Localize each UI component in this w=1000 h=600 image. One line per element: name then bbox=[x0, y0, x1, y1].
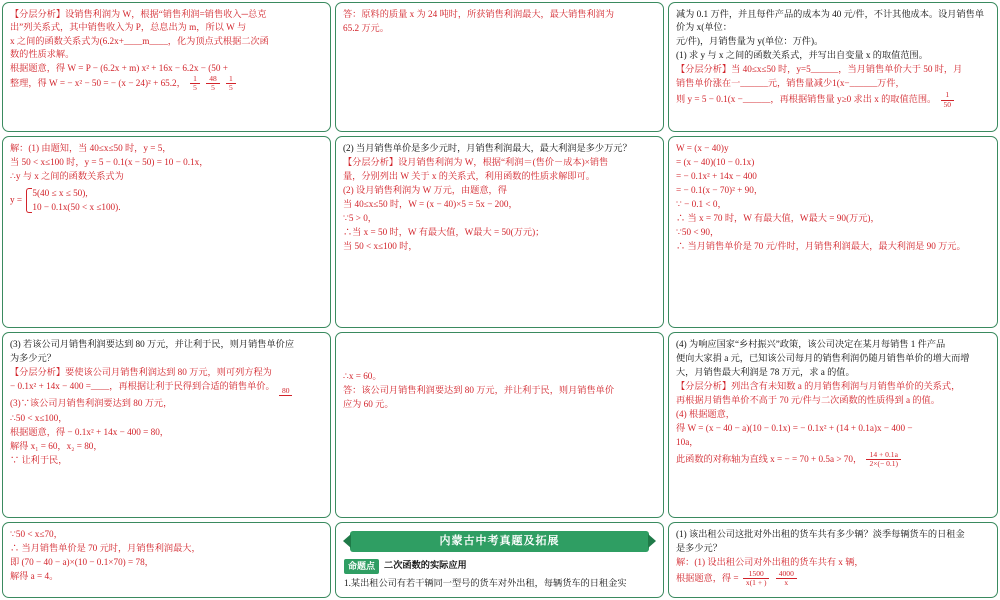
text-line: 1.某出租公司有若干辆同一型号的货车对外出租，每辆货车的日租金实 bbox=[344, 577, 627, 588]
text-line: (1) 求 y 与 x 之间的函数关系式，并写出自变量 x 的取值范围。 bbox=[676, 50, 928, 61]
equation-label: y = bbox=[10, 194, 23, 205]
exam-point-row bbox=[344, 559, 655, 574]
text-segment: 此函数的对称轴为直线 x = − = 70 + 0.5a > 70， bbox=[676, 453, 863, 464]
text-line: 解：(1) 设出租公司对外出租的货车共有 x 辆， bbox=[676, 557, 864, 568]
text-line: = − 0.1x² + 14x − 400 bbox=[676, 171, 757, 182]
text-line: 【分层分析】设月销售利润为 W，根据“利润＝(售价－成本)×销售 bbox=[343, 157, 609, 168]
text-line: (3)∵该公司月销售利润要达到 80 万元， bbox=[10, 398, 173, 409]
text-line: = − 0.1(x − 70)² + 90， bbox=[676, 185, 764, 196]
text-line: 当 50 < x≤100 时， bbox=[343, 241, 418, 252]
panel-r4c2 bbox=[335, 522, 664, 598]
text-line: ∴ 当月销售单价是 70 元/件时，月销售利润最大，最大利润是 90 万元。 bbox=[676, 241, 966, 252]
text-line: ∵ − 0.1 < 0， bbox=[676, 199, 727, 210]
text-line: 【分层分析】当 40≤x≤50 时，y=5______，当月销售单价大于 50 时，月 bbox=[676, 64, 963, 75]
fraction-48-5: $\frac{48}{5}$ bbox=[206, 75, 220, 92]
text-segment: 整理，得 W = − x² − 50 = − (x − 24)² + 65.2， bbox=[10, 78, 186, 89]
text-line: 销售单价涨在一______元，销售量减少1(x−______万件， bbox=[676, 78, 905, 89]
text-segment: 根据题意，得 = bbox=[676, 573, 739, 584]
text-line: 解：(1) 由题知，当 40≤x≤50 时，y = 5， bbox=[10, 143, 172, 153]
case-line: 5(40 ≤ x ≤ 50), bbox=[32, 188, 88, 199]
text-line: 量，分别列出 W 关于 x 的关系式，利用函数的性质求解即可。 bbox=[343, 171, 595, 182]
exam-point-text: 二次函数的实际应用 bbox=[384, 560, 467, 570]
panel-r3c3 bbox=[668, 332, 998, 518]
text-line: ∵50 < x≤70， bbox=[10, 529, 63, 539]
text-line: 数的性质求解。 bbox=[10, 49, 75, 60]
panel-r4c3 bbox=[668, 522, 998, 598]
text-line: 即 (70 − 40 − a)×(10 − 0.1×70) = 78， bbox=[10, 557, 154, 568]
text-line: (1) 该出租公司这批对外出租的货车共有多少辆？淡季每辆货车的日租金 bbox=[676, 529, 965, 539]
text-line: ∵ 让利于民， bbox=[10, 454, 68, 465]
text-line: 为多少元？ bbox=[10, 353, 56, 364]
exam-point-label: 命题点 bbox=[344, 559, 379, 574]
cases-brace bbox=[24, 187, 120, 214]
text-line-with-fraction bbox=[676, 570, 990, 587]
text-segment: − 0.1x² + 14x − 400 =____，再根据让利于民得到合适的销售单价。 bbox=[10, 381, 275, 392]
panel-r2c3 bbox=[668, 136, 998, 328]
text-line: ∴y 与 x 之间的函数关系式为 bbox=[10, 171, 124, 182]
fraction-80: 80 bbox=[279, 387, 293, 396]
text-line: 元/件)，月销售量为 y(单位：万件)。 bbox=[676, 36, 824, 47]
text-line: x 之间的函数关系式为(6.2x+____m____，化为顶点式根据二次函 bbox=[10, 35, 269, 46]
panel-r3c1 bbox=[2, 332, 331, 518]
case-line: 10 − 0.1x(50 < x ≤100). bbox=[32, 201, 121, 212]
text-line: 是多少元？ bbox=[676, 543, 722, 554]
text-line-with-fraction bbox=[676, 91, 990, 108]
text-line: 答：原料的质量 x 为 24 吨时，所获销售利润最大，最大销售利润为 bbox=[343, 9, 615, 19]
panel-r2c1 bbox=[2, 136, 331, 328]
text-line: (2) 设月销售利润为 W 万元，由题意，得 bbox=[343, 185, 507, 196]
text-line: 应为 60 元。 bbox=[343, 399, 394, 410]
panel-r1c3 bbox=[668, 2, 998, 132]
panel-r4c1 bbox=[2, 522, 331, 598]
text-line-with-fraction bbox=[676, 451, 990, 468]
text-line: ∴50 < x≤100， bbox=[10, 412, 68, 423]
text-line: 大，月销售最大利润是 78 万元，求 a 的值。 bbox=[676, 367, 855, 378]
text-line: 答：该公司月销售利润要达到 80 万元，并让利于民，则月销售单价 bbox=[343, 385, 615, 396]
text-line: ∴当 x = 50 时，W 有最大值，W最大 = 50(万元)； bbox=[343, 227, 545, 238]
fraction-one-fifth: $\frac{1}{5}$ bbox=[190, 75, 200, 92]
section-banner-title: 内蒙古中考真题及拓展 bbox=[439, 534, 560, 547]
text-line: ∵5 > 0， bbox=[343, 213, 377, 224]
text-line: 当 50 < x≤100 时，y = 5 − 0.1(x − 50) = 10 − 0.1x， bbox=[10, 157, 209, 168]
panel-r2c2 bbox=[335, 136, 664, 328]
text-line: (3) 若该公司月销售利润要达到 80 万元，并让利于民，则月销售单价应 bbox=[10, 339, 295, 349]
fraction-one-fifth-2: $\frac{1}{5}$ bbox=[226, 75, 236, 92]
fraction-4000-over-x: $\frac{4000}{x}$ bbox=[776, 570, 797, 587]
text-line: W = (x − 40)y bbox=[676, 143, 729, 153]
text-line-with-fraction bbox=[10, 75, 323, 92]
text-line: ∴ 当月销售单价是 70 元时，月销售利润最大， bbox=[10, 543, 201, 554]
section-banner bbox=[350, 531, 649, 552]
text-line: ∴x = 60。 bbox=[343, 371, 382, 381]
fraction-1500-over-x: $\frac{1500}{x(1 + )}$ bbox=[743, 570, 770, 587]
text-line: (2) 当月销售单价是多少元时，月销售利润最大，最大利润是多少万元？ bbox=[343, 143, 632, 153]
fraction-1-50: $\frac{1}{50}$ bbox=[941, 91, 955, 108]
panel-r1c2 bbox=[335, 2, 664, 132]
panel-r1c1 bbox=[2, 2, 331, 132]
text-line-with-fraction bbox=[10, 380, 323, 396]
text-line: 解得 x₁ = 60，x₂ = 80， bbox=[10, 440, 103, 451]
text-line: ∵50 < 90， bbox=[676, 227, 720, 238]
text-line: 根据题意，得 − 0.1x² + 14x − 400 = 80， bbox=[10, 426, 169, 437]
text-line: 再根据月销售单价不高于 70 元/件与二次函数的性质得到 a 的值。 bbox=[676, 395, 940, 406]
text-line: (4) 根据题意， bbox=[676, 409, 735, 420]
text-line: 得 W = (x − 40 − a)(10 − 0.1x) = − 0.1x² + (14 + 0.1a)x − 400 − bbox=[676, 423, 913, 434]
text-line: 当 40≤x≤50 时，W = (x − 40)×5 = 5x − 200， bbox=[343, 199, 518, 210]
fraction-axis-of-symmetry: $\frac{14 + 0.1a}{2\times(- 0.1)}$ bbox=[866, 451, 901, 468]
text-segment: 则 y = 5 − 0.1(x −______，再根据销售量 y≥0 求出 x 的取值范围。 bbox=[676, 94, 937, 105]
text-line: ∴ 当 x = 70 时，W 有最大值，W最大 = 90(万元)， bbox=[676, 213, 880, 224]
text-line: 【分层分析】设销售利润为 W，根据“销售利润=销售收入─总克 bbox=[10, 9, 267, 19]
text-line: = (x − 40)(10 − 0.1x) bbox=[676, 157, 755, 168]
panel-r3c2 bbox=[335, 332, 664, 518]
text-line: (4) 为响应国家“乡村振兴”政策，该公司决定在某月每销售 1 件产品 bbox=[676, 339, 946, 349]
text-line: 出”列关系式，其中销售收入为 P，总息出为 m，所以 W 与 bbox=[10, 22, 247, 33]
text-line: 减为 0.1 万件，并且每件产品的成本为 40 元/件，不计其他成本。设月销售单价为 x(单位： bbox=[676, 9, 985, 33]
text-line: 65.2 万元。 bbox=[343, 23, 389, 34]
text-line: 根据题意，得 W = P − (6.2x + m) x² + 16x − 6.2x − (50 + bbox=[10, 62, 228, 73]
text-line: 10a， bbox=[676, 437, 699, 448]
text-line: 解得 a = 4。 bbox=[10, 571, 59, 582]
text-line: 【分层分析】列出含有未知数 a 的月销售利润与月销售单价的关系式， bbox=[676, 381, 961, 392]
piecewise-function bbox=[10, 187, 323, 214]
text-line: 【分层分析】要使该公司月销售利润达到 80 万元，则可列方程为 bbox=[10, 367, 272, 378]
text-line: 便向大家捐 a 元，已知该公司每月的销售利润仍随月销售单价的增大而增 bbox=[676, 353, 970, 364]
